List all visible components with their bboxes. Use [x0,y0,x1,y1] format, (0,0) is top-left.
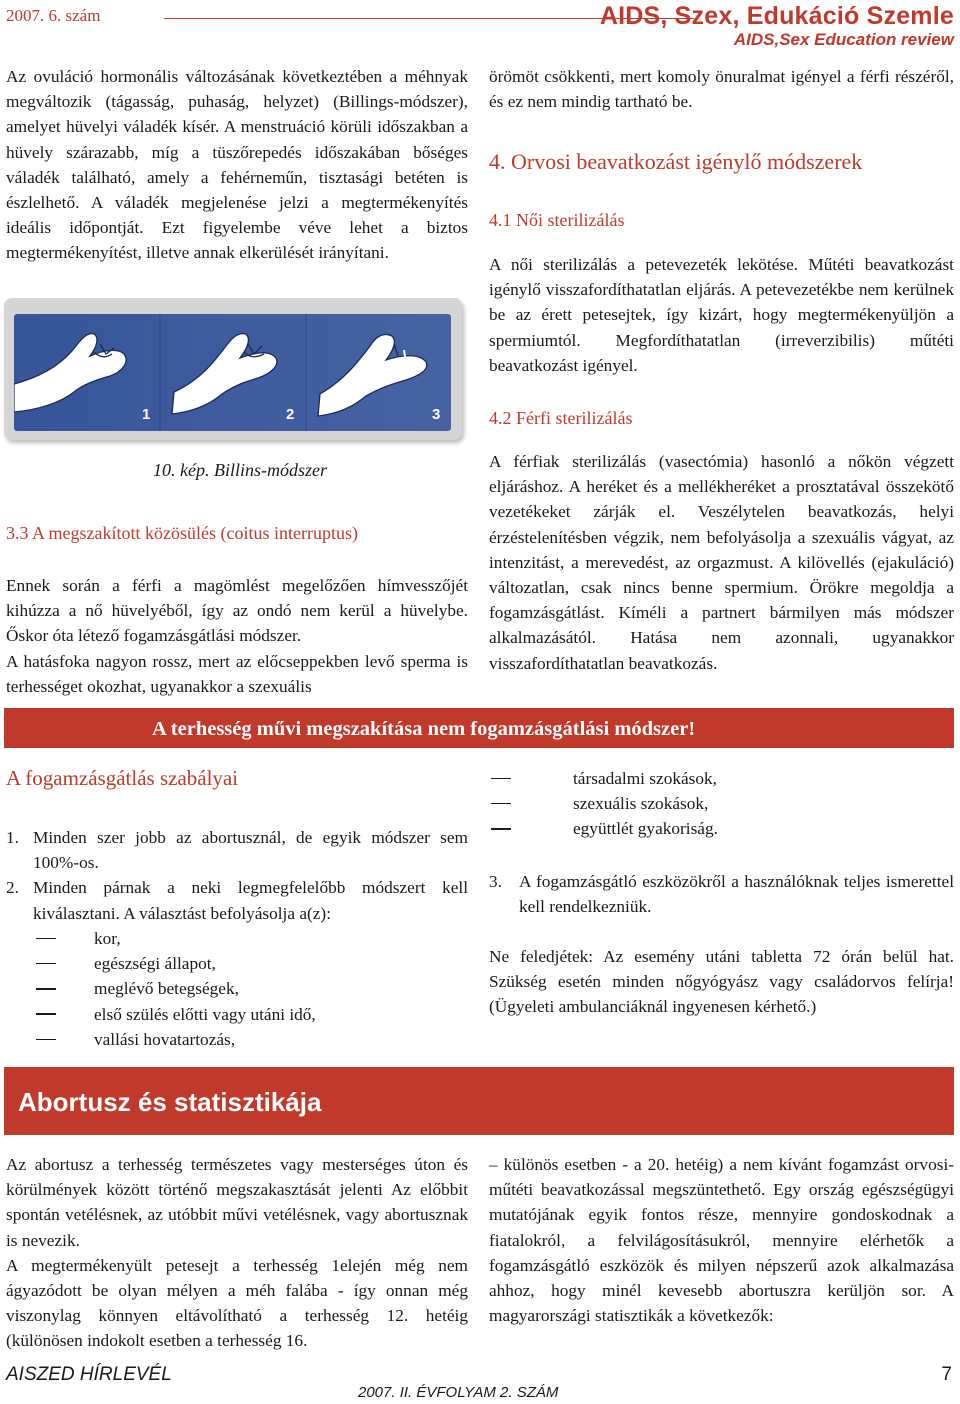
abortion-left-p1: Az abortusz a terhesség természetes vagy mesterséges úton és körülmények között történő megszakasztását jelenti Az előbbit spontán vetélésnek, az utóbbit művi vetélésnek, vagy abortusznak is nevezik. [6,1155,468,1250]
brand-subtitle: AIDS,Sex Education review [733,30,954,49]
factor-text: kor, [94,929,121,948]
abortion-banner: Abortusz és statisztikája [4,1067,954,1135]
factor-item [6,1027,468,1052]
rule-3 [489,869,954,919]
rule-3-number: 3. [489,872,502,891]
figure-caption: 10. kép. Billins-módszer [153,460,327,480]
abortion-left-text [6,1152,468,1354]
factor-item [489,766,954,791]
issue-label: 2007. 6. szám [6,6,101,25]
billings-figure [4,298,462,440]
footer-volume: 2007. II. ÉVFOLYAM 2. SZÁM [358,1384,559,1401]
factor-item [489,816,954,841]
factor-item [6,951,468,976]
emergency-note: Ne feledjétek: Az esemény utáni tabletta 72 órán belül hat. Szükség esetén minden nőgyógyász vagy családorvos felírja! (Ügyeleti ambulanciáknál ingyenesen kérhető.) [489,947,954,1017]
rules-list-left [6,825,468,926]
figure-label-2: 2 [286,406,295,423]
section-3-3-heading: 3.3 A megszakított közösülés (coitus interruptus) [6,523,358,543]
section-4-heading: 4. Orvosi beavatkozást igénylő módszerek [489,149,863,174]
figure-label-1: 1 [142,406,151,423]
figure-label-3: 3 [432,406,441,423]
hand-illustration [14,314,451,431]
section-4-1-text: A női sterilizálás a petevezeték lekötése. Műtéti beavatkozást igénylő visszafordíthatatlan eljárás. A petevezetékbe nem kerülnek be az érett petesejtek, így kizárt, hogy megtermékenyüljön a spermiumtól. Megfordíthatatlan (irreverzibilis) műtéti beavatkozást igényel. [489,255,954,375]
factors-list-left [6,926,468,1052]
rule-3-text: A fogamzásgátló eszközökről a használóknak teljes ismerettel kell rendelkezniük. [519,872,954,917]
warning-banner: A terhesség művi megszakítása nem fogamzásgátlási módszer! [4,708,954,748]
abortion-right-text: – különös esetben - a 20. hetéig) a nem kívánt fogamzást orvosi-műtéti beavatkozással megszüntethető. Egy ország egészségügyi mutatójának egyik fontos része, mennyire gondoskodnak a fiatalokról, a felvilágosításukról, mennyire elérhetők a fogamzásgátló eszközök és milyen népszerű azok alkalmazása ahhoz, hogy minél kevesebb abortuszra kerüljön sor. A magyarországi statisztikák a következők: [489,1155,954,1326]
rule-2 [6,875,468,925]
figure-panel [14,314,451,431]
continuation-paragraph: örömöt csökkenti, mert komoly önuralmat igényel a férfi részéről, és ez nem mindig tartható be. [489,67,954,112]
factors-list-right [539,766,954,842]
rule-1-number: 1. [6,828,19,847]
rule-1-text: Minden szer jobb az abortusznál, de egyik módszer sem 100%-os. [33,828,468,873]
factor-text: egészségi állapot, [94,954,216,974]
factor-text: meglévő betegségek, [94,979,239,999]
footer-newsletter: AISZED HÍRLEVÉL [6,1364,172,1385]
rules-heading: A fogamzásgátlás szabályai [6,766,239,790]
rule-1 [6,825,468,875]
factor-text: együttlét gyakoriság. [573,819,718,839]
factor-text: szexuális szokások, [573,794,709,814]
factor-item [6,1002,468,1027]
factor-text: társadalmi szokások, [573,769,717,788]
journal-brand [600,2,954,50]
abortion-left-p2: A megtermékenyült petesejt a terhesség 1elején még nem ágyazódott be olyan mélyen a méh falába - így onnan még viszonylag könnyen eltávolítható a terhesség 12. hetéig (különösen indokolt esetben a terhesség 16. [6,1255,468,1351]
section-4-2-heading: 4.2 Férfi sterilizálás [489,408,633,428]
rule-2-text: Minden párnak a neki legmegfelelőbb módszert kell kiválasztani. A választást befolyásolja a(z): [33,878,468,923]
factor-text: első szülés előtti vagy utáni idő, [94,1004,316,1024]
section-3-3-p2: A hatásfoka nagyon rossz, mert az előcseppekben levő sperma is terhességet okozhat, ugyanakkor a szexuális [6,651,468,696]
intro-paragraph: Az ovuláció hormonális változásának következtében a méhnyak megváltozik (tágasság, puhaság, helyzet) (Billings-módszer), amelyet hüvelyi váladék kísér. A menstruáció körüli időszakban a hüvely szárazabb, míg a tüszőrepedés időszakában bőséges váladék található, amely a fehérneműn, tisztasági betéten is észlelhető. A váladék megjelenése jelzi a megtermékenyítés ideális időpontját. Ezt figyelembe véve lehet a biztos megtermékenyítést, illetve annak elkerülését irányítani. [6,67,468,263]
rule-2-number: 2. [6,878,19,898]
factor-item [489,791,954,816]
factor-item [6,976,468,1001]
brand-title: AIDS, Szex, Edukáció Szemle [599,2,954,30]
section-4-2-text: A férfiak sterilizálás (vasectómia) hasonló a nőkön végzett eljáráshoz. A heréket és a mellékheréket a prosztatával összekötő vezetékeket zárják el. Veszélytelen beavatkozás, helyi érzéstelenítésben végzik, nem befolyásolja a szexuális vágyat, az intenzitást, a merevedést, az orgazmust. A kilövellés (ejakuláció) változatlan, csak nincs benne spermium. Örökre megoldja a fogamzásgátlást. Kíméli a partnert bármilyen más módszer alkalmazásától. Hatása nem azonnali, ugyanakkor visszafordíthatatlan beavatkozás. [489,452,954,673]
section-3-3-text [6,573,468,699]
section-3-3-p1: Ennek során a férfi a magömlést megelőzően hímvesszőjét kihúzza a nő hüvelyéből, így az ondó nem kerül a hüvelybe. Őskor óta létező fogamzásgátlási módszer. [6,576,468,646]
factor-item [6,926,468,951]
factor-text: vallási hovatartozás, [94,1029,236,1049]
section-4-1-heading: 4.1 Női sterilizálás [489,210,625,230]
page-number: 7 [941,1364,952,1385]
